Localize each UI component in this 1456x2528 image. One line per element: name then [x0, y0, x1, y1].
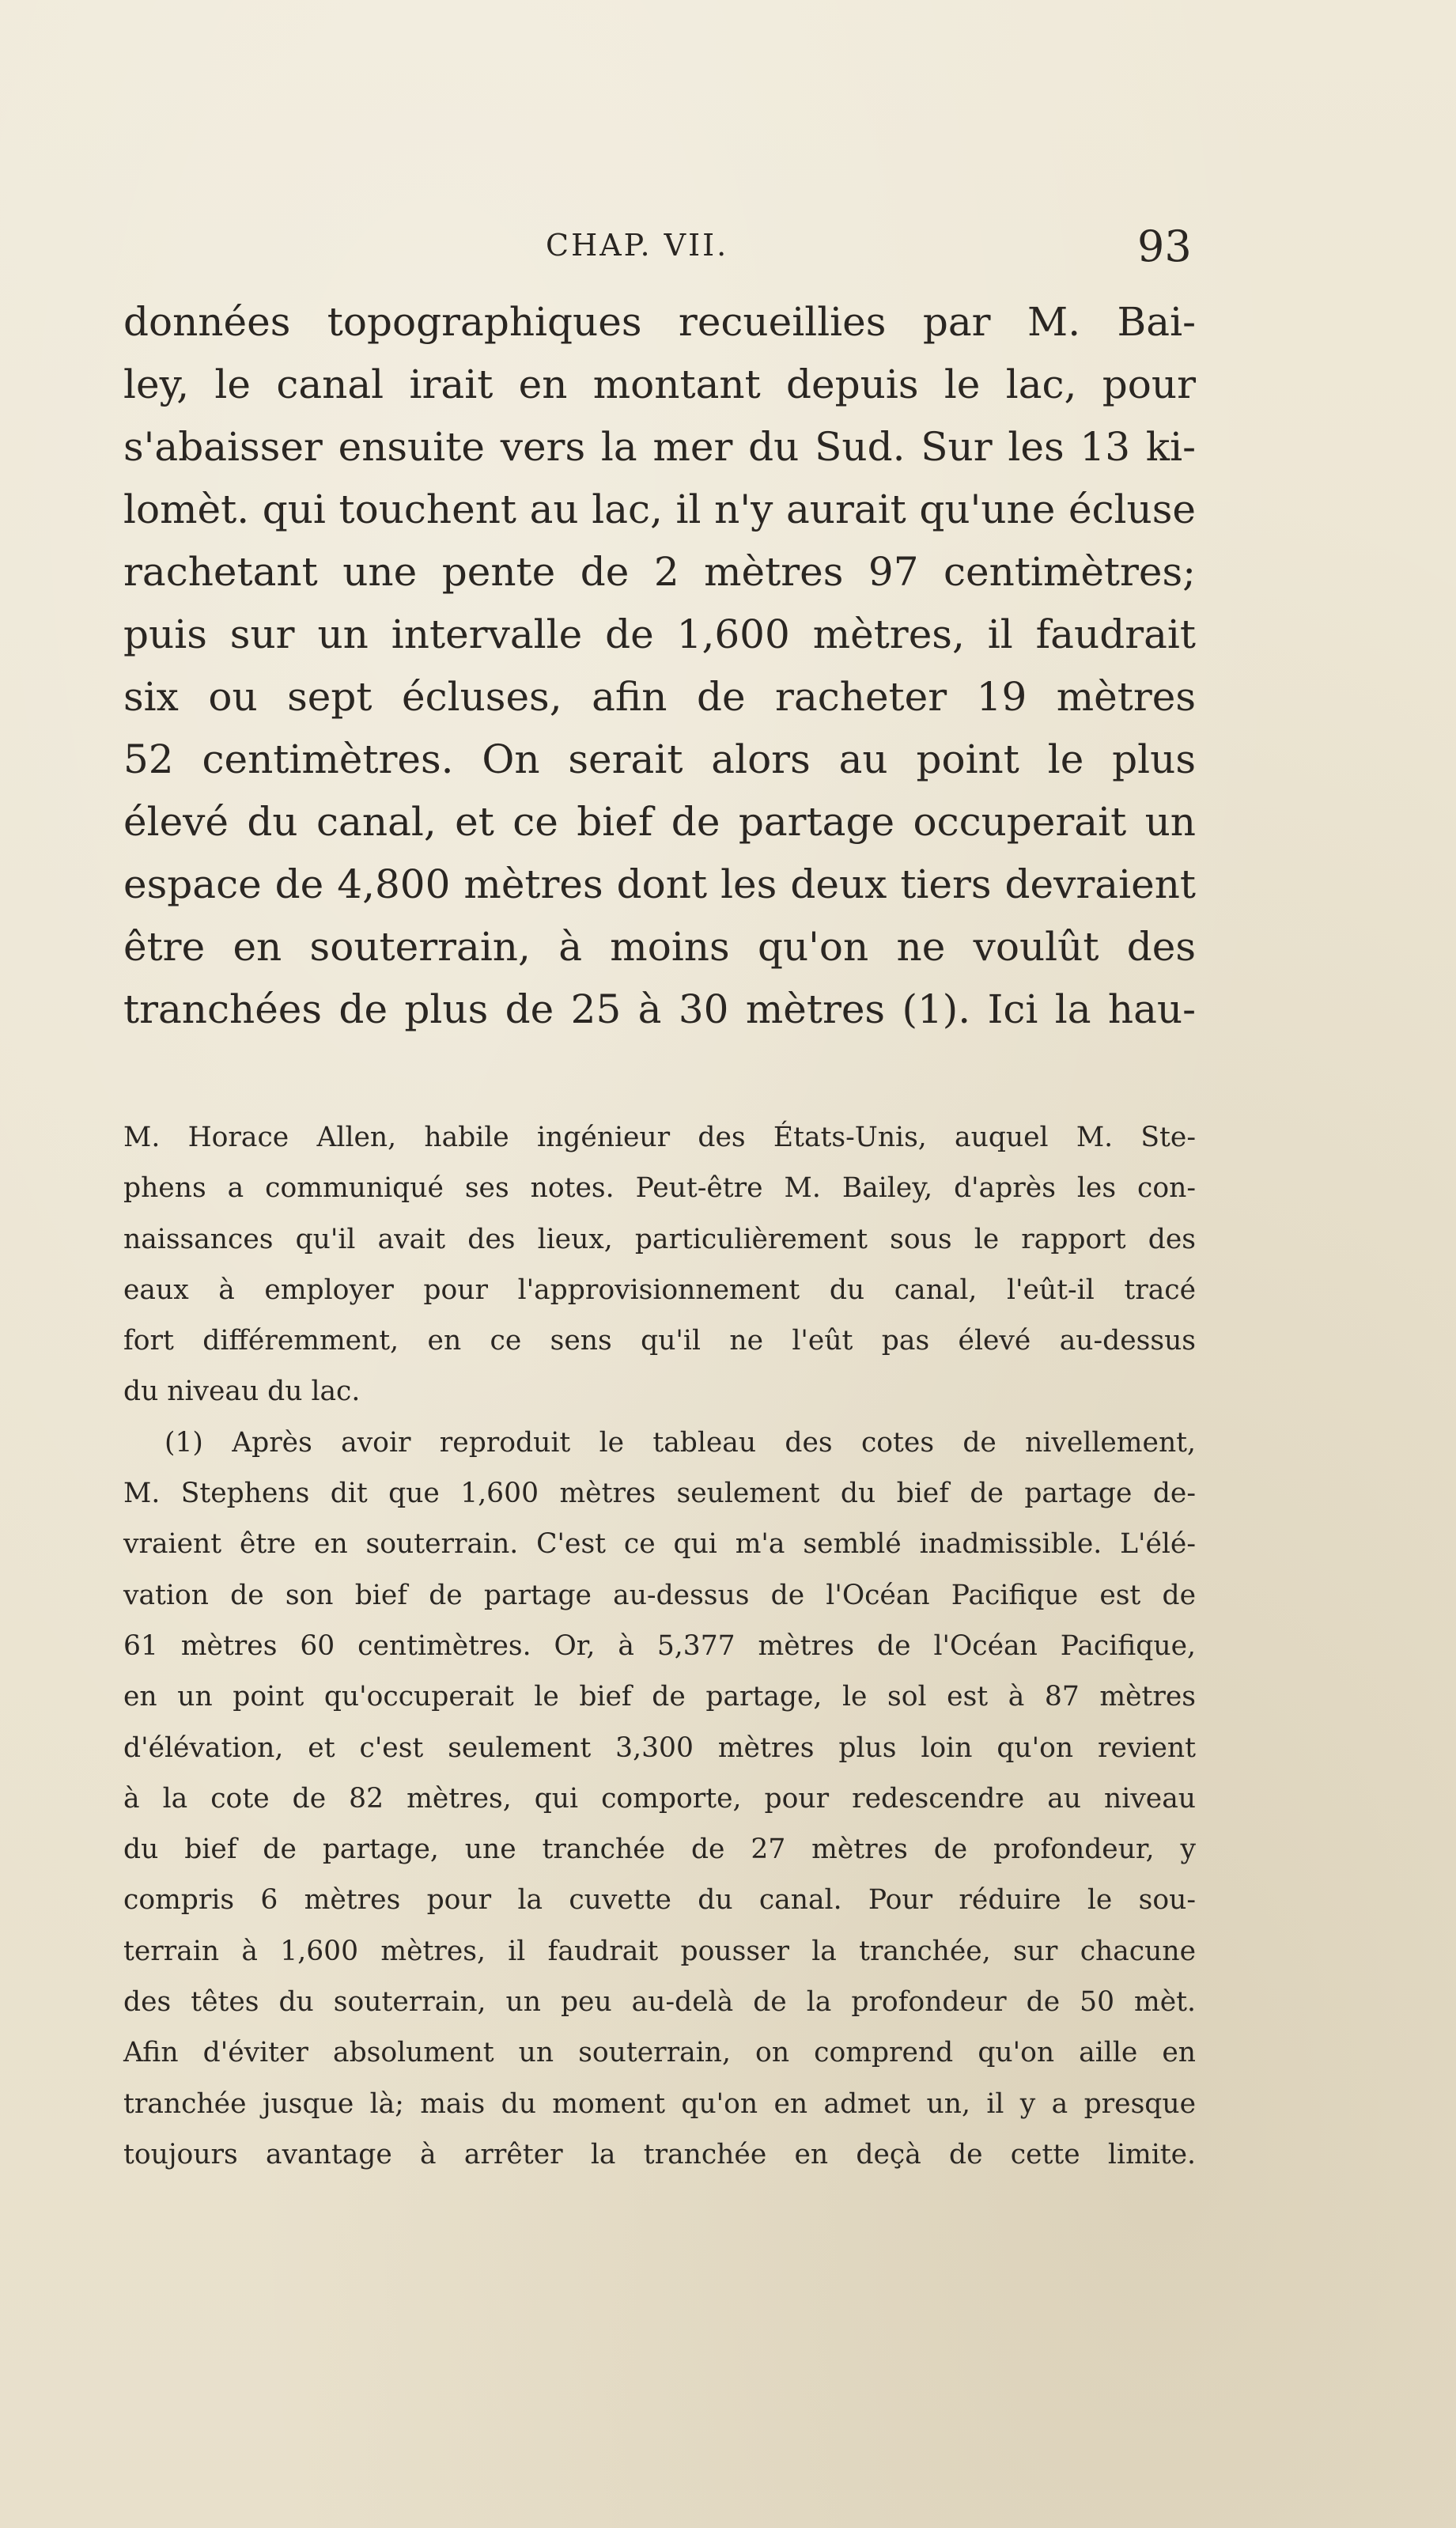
footnote-1-line: compris 6 mètres pour la cuvette du canal. Pour réduire le sou- [123, 1884, 1196, 1917]
text-line: rachetant une pente de 2 mètres 97 centimètres; [123, 549, 1196, 595]
text-line: ley, le canal irait en montant depuis le lac, pour [123, 361, 1196, 407]
footnote-line: phens a communiqué ses notes. Peut-être M. Bailey, d'après les con- [123, 1172, 1196, 1205]
footnote-1-line: vraient être en souterrain. C'est ce qui m'a semblé inadmissible. L'élé- [123, 1528, 1196, 1561]
footnotes-block [123, 1112, 1196, 2180]
footnote-line: fort différemment, en ce sens qu'il ne l'eût pas élevé au-dessus [123, 1325, 1196, 1357]
text-line: six ou sept écluses, afin de racheter 19 mètres [123, 674, 1196, 720]
footnote-1-line: M. Stephens dit que 1,600 mètres seulement du bief de partage de- [123, 1478, 1196, 1510]
footnote-line: eaux à employer pour l'approvisionnement du canal, l'eût-il tracé [123, 1273, 1196, 1306]
text-line: données topographiques recueillies par M. Bai- [123, 299, 1196, 345]
footnote-1-line: vation de son bief de partage au-dessus de l'Océan Pacifique est de [123, 1579, 1196, 1611]
text-line: lomèt. qui touchent au lac, il n'y aurait qu'une écluse [123, 486, 1196, 532]
footnote-1-line: terrain à 1,600 mètres, il faudrait pousser la tranchée, sur chacune [123, 1935, 1196, 1967]
main-text-block [123, 291, 1196, 1041]
text-line: puis sur un intervalle de 1,600 mètres, il faudrait [123, 611, 1196, 657]
chapter-heading: CHAP. VII. [546, 228, 729, 263]
text-line: espace de 4,800 mètres dont les deux tiers devraient [123, 861, 1196, 907]
footnote-line: du niveau du lac. [123, 1376, 361, 1408]
footnote-line: naissances qu'il avait des lieux, particulièrement sous le rapport des [123, 1223, 1196, 1255]
footnote-1-line: 61 mètres 60 centimètres. Or, à 5,377 mètres de l'Océan Pacifique, [123, 1629, 1196, 1662]
footnote-1-line: des têtes du souterrain, un peu au-delà de la profondeur de 50 mèt. [123, 1986, 1196, 2019]
footnote-1-line: (1) Après avoir reproduit le tableau des cotes de nivellement, [165, 1426, 1196, 1459]
running-head [0, 221, 1456, 285]
text-line: être en souterrain, à moins qu'on ne voulût des [123, 924, 1196, 970]
text-line: 52 centimètres. On serait alors au point le plus [123, 736, 1196, 782]
page-number: 93 [1137, 221, 1192, 271]
text-line: s'abaisser ensuite vers la mer du Sud. Sur les 13 ki- [123, 424, 1196, 470]
footnote-1-line: d'élévation, et c'est seulement 3,300 mètres plus loin qu'on revient [123, 1731, 1196, 1764]
footnote-1-line: du bief de partage, une tranchée de 27 mètres de profondeur, y [123, 1834, 1196, 1866]
footnote-1-line: à la cote de 82 mètres, qui comporte, pour redescendre au niveau [123, 1782, 1196, 1815]
text-line: élevé du canal, et ce bief de partage occuperait un [123, 799, 1196, 845]
footnote-1-line: Afin d'éviter absolument un souterrain, on comprend qu'on aille en [123, 2037, 1196, 2069]
footnote-1-line: tranchée jusque là; mais du moment qu'on en admet un, il y a presque [123, 2087, 1196, 2120]
footnote-1-line: toujours avantage à arrêter la tranchée en deçà de cette limite. [123, 2138, 1196, 2170]
text-line: tranchées de plus de 25 à 30 mètres (1). Ici la hau- [123, 986, 1196, 1032]
footnote-1-line: en un point qu'occuperait le bief de partage, le sol est à 87 mètres [123, 1681, 1196, 1713]
footnote-line: M. Horace Allen, habile ingénieur des États-Unis, auquel M. Ste- [123, 1122, 1196, 1153]
